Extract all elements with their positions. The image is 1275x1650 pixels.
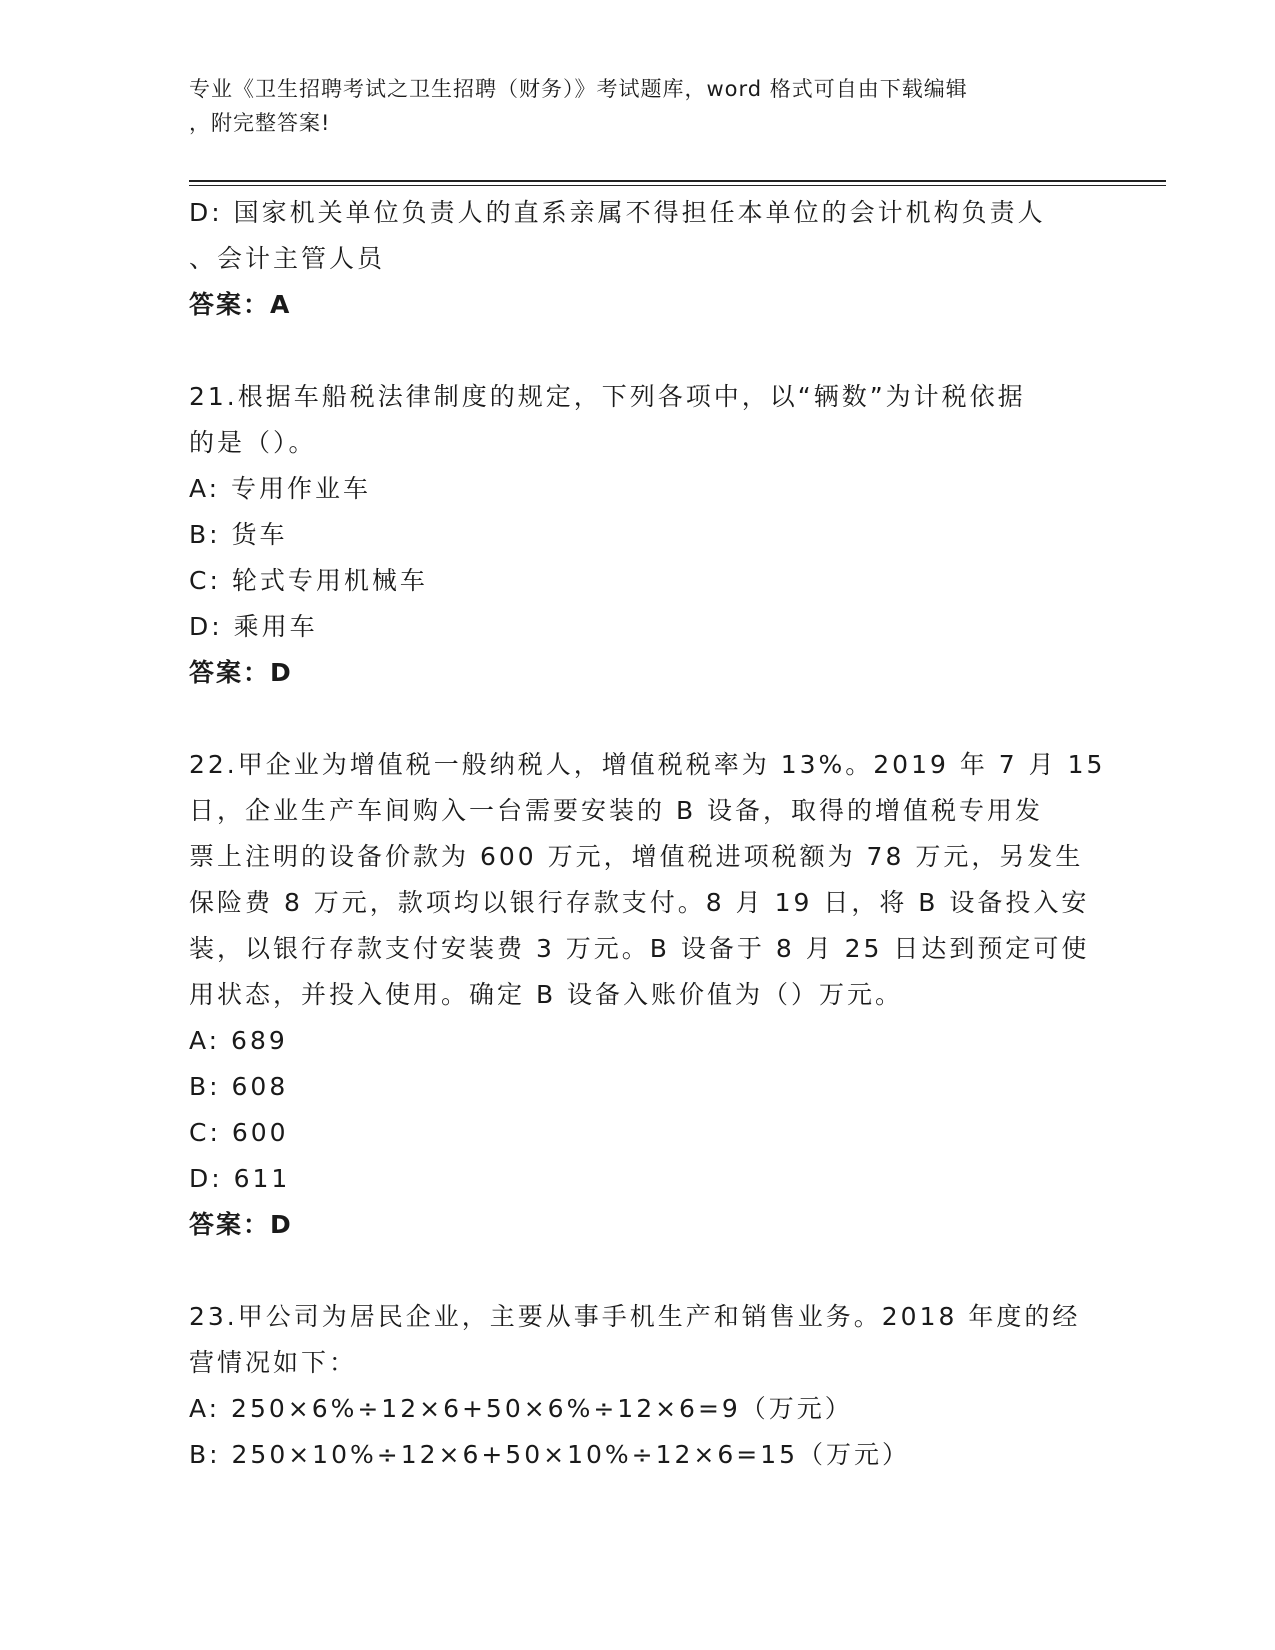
question-stem-line: 装，以银行存款支付安装费 3 万元。B 设备于 8 月 25 日达到预定可使 (189, 934, 1090, 963)
option-b: B: 货车 (189, 520, 288, 549)
question-spacer (189, 328, 1089, 374)
question-stem-line: 保险费 8 万元，款项均以银行存款支付。8 月 19 日，将 B 设备投入安 (189, 888, 1090, 917)
question-23 (189, 1294, 1089, 1478)
answer-line: 答案：D (189, 658, 293, 687)
answer-line: 答案：A (189, 290, 292, 319)
question-spacer (189, 696, 1089, 742)
question-stem-line: 营情况如下： (189, 1348, 358, 1377)
question-stem-line: 用状态，并投入使用。确定 B 设备入账价值为（）万元。 (189, 980, 904, 1009)
option-a: A: 250×6%÷12×6+50×6%÷12×6=9（万元） (189, 1394, 853, 1423)
option-d-line-1: D: 国家机关单位负责人的直系亲属不得担任本单位的会计机构负责人 (189, 198, 1046, 227)
document-header (189, 72, 1069, 140)
header-title-line-2: ，附完整答案! (189, 111, 331, 135)
header-divider-thin (189, 185, 1166, 186)
question-stem-line: 22.甲企业为增值税一般纳税人，增值税税率为 13%。2019 年 7 月 15 (189, 750, 1106, 779)
option-a: A: 689 (189, 1026, 288, 1055)
option-b: B: 608 (189, 1072, 289, 1101)
question-stem-line: 23.甲公司为居民企业，主要从事手机生产和销售业务。2018 年度的经 (189, 1302, 1081, 1331)
option-a: A: 专用作业车 (189, 474, 372, 503)
question-stem-line: 日，企业生产车间购入一台需要安装的 B 设备，取得的增值税专用发 (189, 796, 1044, 825)
question-21 (189, 374, 1089, 696)
header-divider-thick (189, 180, 1166, 182)
document-body (189, 190, 1106, 1478)
option-d: D: 611 (189, 1164, 291, 1193)
option-d: D: 乘用车 (189, 612, 318, 641)
header-title-line-1: 专业《卫生招聘考试之卫生招聘（财务）》考试题库，word 格式可自由下载编辑 (189, 77, 968, 101)
question-22 (189, 742, 1106, 1248)
question-stem-line: 21.根据车船税法律制度的规定，下列各项中，以“辆数”为计税依据 (189, 382, 1026, 411)
previous-question-tail (189, 190, 1089, 328)
question-spacer (189, 1248, 1089, 1294)
option-d-line-2: 、会计主管人员 (189, 244, 386, 273)
option-b: B: 250×10%÷12×6+50×10%÷12×6=15（万元） (189, 1440, 911, 1469)
question-stem-line: 票上注明的设备价款为 600 万元，增值税进项税额为 78 万元，另发生 (189, 842, 1084, 871)
option-c: C: 轮式专用机械车 (189, 566, 428, 595)
question-stem-line: 的是（）。 (189, 428, 317, 457)
answer-line: 答案：D (189, 1210, 293, 1239)
option-c: C: 600 (189, 1118, 289, 1147)
